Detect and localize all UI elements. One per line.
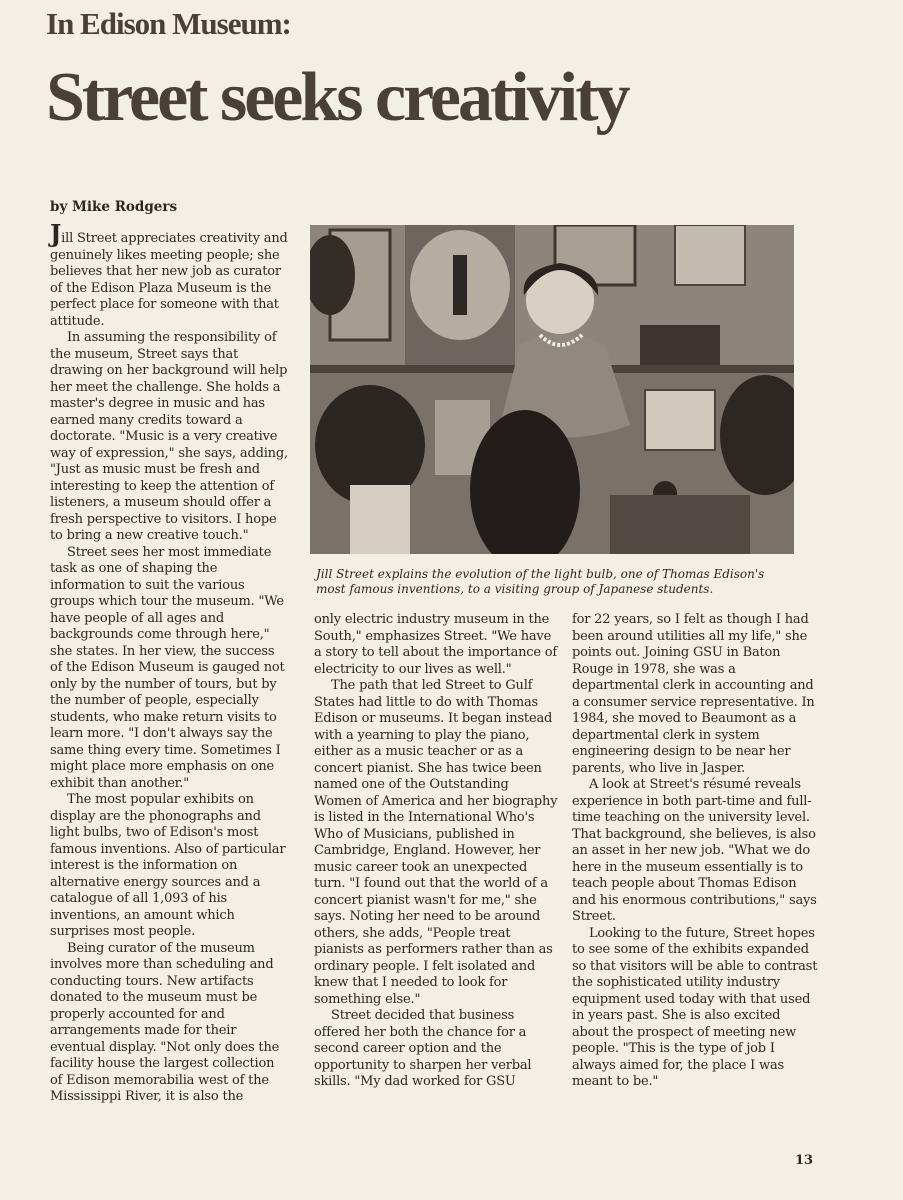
- paragraph: only electric industry museum in the South," emphasizes Street. "We have a story to tell about the importance of electricity to our lives as well.": [314, 612, 558, 677]
- museum-photo-illustration: [310, 225, 794, 554]
- paragraph: In assuming the responsibility of the museum, Street says that drawing on her background will help her meet the challenge. She holds a master's degree in music and has earned many credits toward a doctorate. "Music is a very creative way of expression," she says, adding, "Just as music must be fresh and interesting to keep the attention of listeners, a museum should offer a fresh perspective to visitors. I hope to bring a new creative touch.": [50, 330, 288, 543]
- paragraph: Street decided that business offered her both the chance for a second career option and the opportunity to sharpen her verbal skills. "My dad worked for GSU: [314, 1008, 532, 1089]
- article-column-2: [314, 612, 560, 1091]
- paragraph: Street sees her most immediate task as one of shaping the information to suit the various groups which tour the museum. "We have people of all ages and backgrounds come through here," she states. In her view, the success of the Edison Museum is gauged not only by the number of tours, but by the number of people, especially students, who make return visits to learn more. "I don't always say the same thing every time. Sometimes I might place more emphasis on one exhibit than another.": [50, 544, 285, 791]
- paragraph-text: ill Street appreciates creativity and genuinely likes meeting people; she believes that her new job as curator of the Edison Plaza Museum is the perfect place for someone with that attitude.: [50, 231, 288, 329]
- paragraph: The most popular exhibits on display are the phonographs and light bulbs, two of Edison's most famous inventions. Also of particular interest is the information on alternative energy sources and a catalogue of all 1,093 of his inventions, an amount which surprises most people.: [50, 792, 286, 939]
- paragraph: Looking to the future, Street hopes to see some of the exhibits expanded so that visitors will be able to contrast the sophisticated utility industry equipment used today with that used in years past. She is also excited about the prospect of meeting new people. "This is the type of job I always aimed for, the place I was meant to be.": [572, 925, 818, 1089]
- paragraph: The path that led Street to Gulf States had little to do with Thomas Edison or museums. It began instead with a yearning to play the piano, either as a music teacher or as a concert pianist. She has twice been named one of the Outstanding Women of America and her biography is listed in the International Who's Who of Musicians, published in Cambridge, England. However, her music career took an unexpected turn. "I found out that the world of a concert pianist wasn't for me," she says. Noting her need to be around others, she adds, "People treat pianists as performers rather than as ordinary people. I felt isolated and knew that I needed to look for something else.": [314, 678, 558, 1007]
- photo-caption: Jill Street explains the evolution of the light bulb, one of Thomas Edison's most famous inventions, to a visiting group of Japanese students.: [316, 567, 765, 596]
- paragraph: for 22 years, so I felt as though I had been around utilities all my life," she points out. Joining GSU in Baton Rouge in 1978, she was a departmental clerk in accounting and a consumer service representative. In 1984, she moved to Beaumont as a departmental clerk in system engineering design to be near her parents, who live in Jasper.: [572, 612, 815, 776]
- article-photo: [310, 225, 794, 554]
- drop-cap: J: [50, 219, 62, 248]
- paragraph: [50, 219, 290, 330]
- paragraph: Being curator of the museum involves more than scheduling and conducting tours. New artifacts donated to the museum must be properly accounted for and arrangements made for their eventual display. "Not only does the facility house the largest collection of Edison memorabilia west of the Mississippi River, it is also the: [50, 940, 280, 1104]
- kicker-heading: In Edison Museum:: [46, 6, 291, 41]
- article-column-3: [572, 612, 818, 1091]
- paragraph: A look at Street's résumé reveals experience in both part-time and full-time teaching on the university level. That background, she believes, is also an asset in her new job. "What we do here in the museum essentially is to teach people about Thomas Edison and his enormous contributions," says Street.: [572, 777, 817, 924]
- page-number: 13: [795, 1153, 814, 1168]
- byline: by Mike Rodgers: [50, 199, 178, 215]
- article-column-1: [50, 219, 290, 1106]
- headline: Street seeks creativity: [46, 59, 628, 136]
